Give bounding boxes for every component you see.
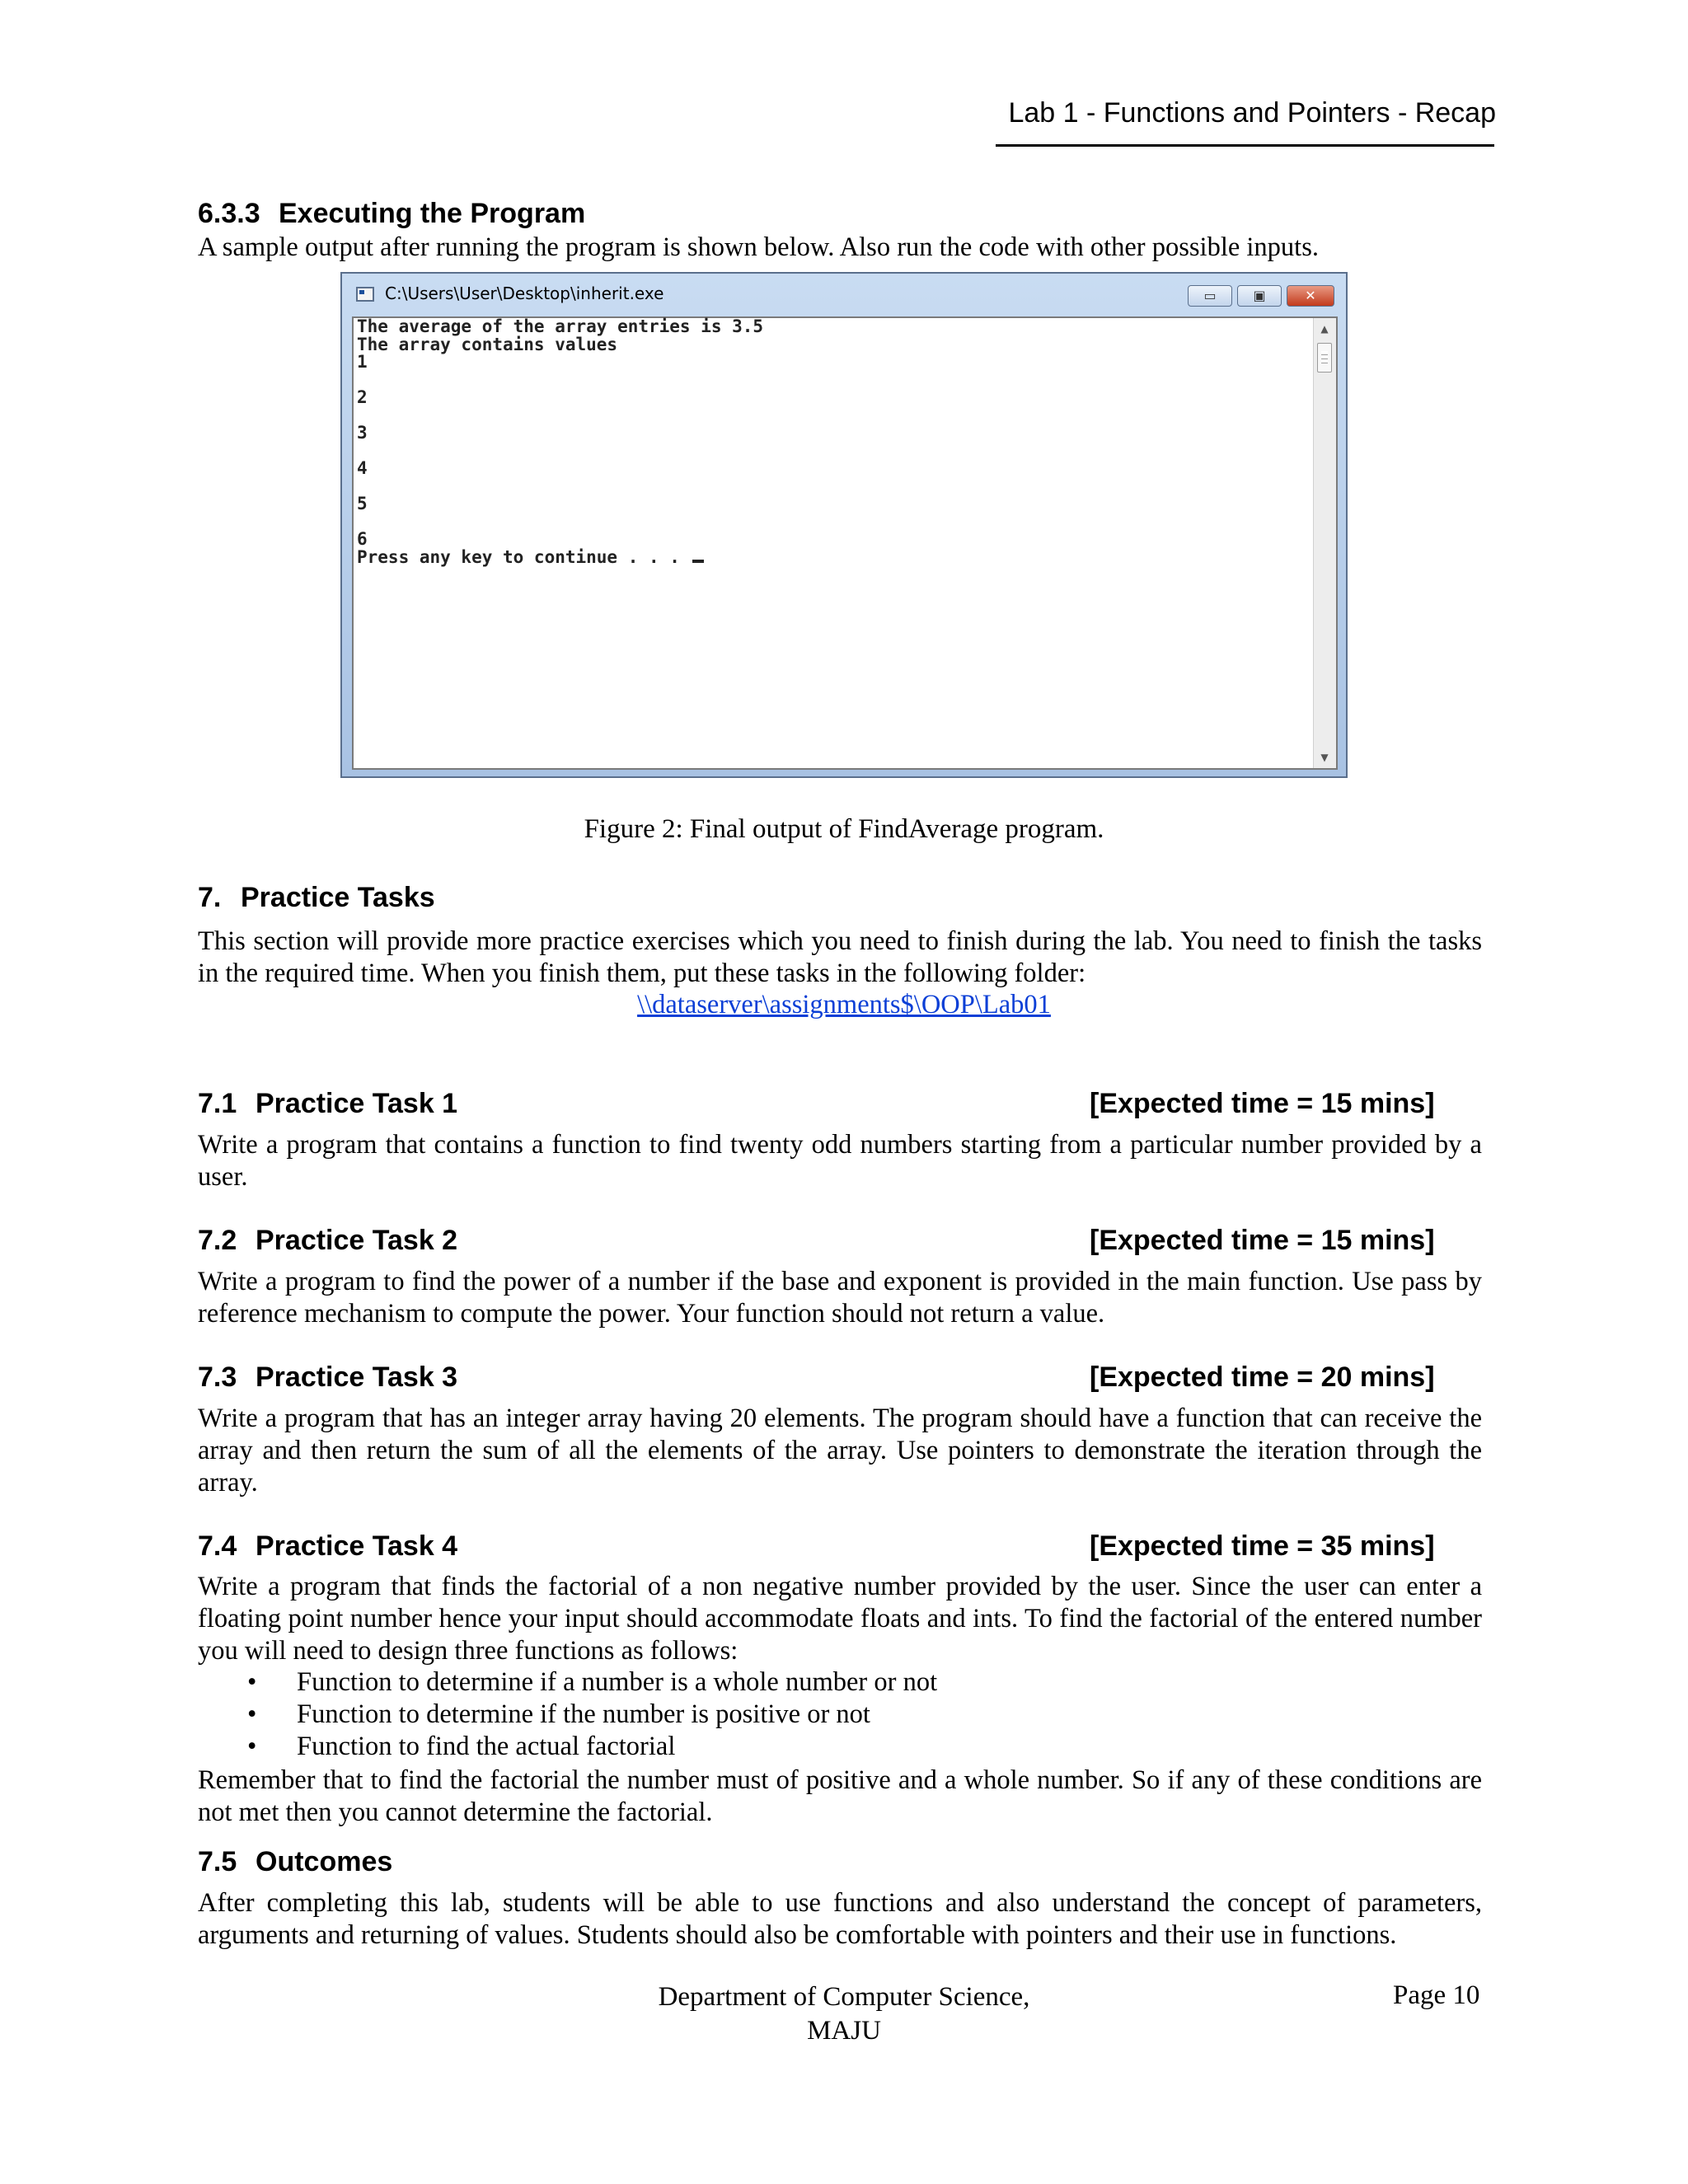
task-expected-time: [Expected time = 15 mins] <box>1090 1225 1435 1256</box>
console-app-icon <box>356 287 374 302</box>
task-heading-7-3 <box>198 1361 457 1394</box>
bullet-icon: • <box>247 1667 257 1697</box>
task-body: Write a program that has an integer array having 20 elements. The program should have a function that can receive the array and then return the sum of all the elements of the array. Use pointers to demonstrate the iteration through the array. <box>198 1404 1482 1497</box>
list-item <box>239 1731 937 1763</box>
task-heading-7-1 <box>198 1088 457 1120</box>
task-number: 7.1 <box>198 1088 237 1119</box>
task-number: 7.3 <box>198 1361 237 1393</box>
task-bullet-list <box>239 1666 937 1763</box>
console-window <box>340 272 1348 778</box>
task-title: Practice Task 1 <box>256 1088 458 1119</box>
section-title: Practice Tasks <box>241 882 435 913</box>
task-title: Practice Task 2 <box>256 1225 458 1256</box>
task-expected-time: [Expected time = 15 mins] <box>1090 1088 1435 1119</box>
task-expected-time: [Expected time = 35 mins] <box>1090 1530 1435 1562</box>
bullet-icon: • <box>247 1732 257 1761</box>
footer-department-line1: Department of Computer Science, <box>658 1982 1030 2012</box>
assignment-folder-link[interactable]: \\dataserver\assignments$\OOP\Lab01 <box>637 990 1051 1019</box>
console-output <box>357 318 763 566</box>
task-heading-7-4 <box>198 1530 457 1563</box>
task-body: Write a program to find the power of a number if the base and exponent is provided in the main function. Use pass by reference mechanism to compute the power. Your function should not return a value. <box>198 1267 1482 1329</box>
header-rule <box>996 144 1494 147</box>
task-heading-7-2 <box>198 1225 457 1257</box>
console-window-title: C:\Users\User\Desktop\inherit.exe <box>385 284 664 303</box>
console-output-text: The average of the array entries is 3.5 The array contains values 1 2 3 4 5 6 Press any key to continue . . . <box>357 316 764 567</box>
close-button[interactable]: ✕ <box>1287 285 1334 307</box>
list-item-text: Function to determine if the number is positive or not <box>297 1699 870 1729</box>
figure-caption: Figure 2: Final output of FindAverage program. <box>584 814 1104 844</box>
section-body-7: This section will provide more practice exercises which you need to finish during the lab. You need to finish the tasks in the required time. When you finish them, put these tasks in the following folder: <box>198 926 1482 988</box>
console-titlebar[interactable] <box>342 274 1346 316</box>
section-heading-6-3-3 <box>198 198 585 230</box>
task-body: Write a program that contains a function to find twenty odd numbers starting from a particular number provided by a user. <box>198 1130 1482 1192</box>
section-title: Executing the Program <box>279 198 586 229</box>
section-number: 7.5 <box>198 1846 237 1877</box>
section-heading-7-5 <box>198 1846 392 1878</box>
section-number: 7. <box>198 882 222 913</box>
task-number: 7.4 <box>198 1530 237 1562</box>
page-number: Page 10 <box>1393 1980 1480 2010</box>
list-item-text: Function to determine if a number is a whole number or not <box>297 1667 938 1697</box>
minimize-button[interactable]: ▭ <box>1188 285 1232 307</box>
task-title: Practice Task 4 <box>256 1530 458 1562</box>
scroll-thumb[interactable] <box>1317 343 1332 373</box>
scroll-down-arrow-icon[interactable]: ▼ <box>1320 752 1329 763</box>
task-closing: Remember that to find the factorial the number must of positive and a whole number. So if any of these conditions are not met then you cannot determine the factorial. <box>198 1765 1482 1827</box>
list-item <box>239 1699 937 1731</box>
scroll-up-arrow-icon[interactable]: ▲ <box>1320 323 1329 335</box>
running-header: Lab 1 - Functions and Pointers - Recap <box>1008 97 1496 129</box>
console-scrollbar[interactable] <box>1313 318 1336 768</box>
console-output-area[interactable] <box>352 316 1338 770</box>
bullet-icon: • <box>247 1699 257 1729</box>
section-heading-7 <box>198 882 435 914</box>
task-body: Write a program that finds the factorial of a non negative number provided by the user. Since the user can enter a floating point number hence your input should accommodate floats and ints. To find the factorial of the entered number you will need to design three functions as follows: <box>198 1572 1482 1666</box>
maximize-button[interactable]: ▣ <box>1237 285 1282 307</box>
section-title: Outcomes <box>256 1846 393 1877</box>
outcomes-body: After completing this lab, students will be able to use functions and also understand the concept of parameters, arguments and returning of values. Students should also be comfortable with pointers and their use in functions. <box>198 1888 1482 1950</box>
task-title: Practice Task 3 <box>256 1361 458 1393</box>
section-body-6-3-3: A sample output after running the program is shown below. Also run the code with other possible inputs. <box>198 232 1319 262</box>
list-item <box>239 1666 937 1699</box>
list-item-text: Function to find the actual factorial <box>297 1732 676 1761</box>
console-cursor <box>692 560 704 563</box>
task-expected-time: [Expected time = 20 mins] <box>1090 1361 1435 1393</box>
task-number: 7.2 <box>198 1225 237 1256</box>
footer-department-line2: MAJU <box>807 2016 881 2046</box>
section-number: 6.3.3 <box>198 198 260 229</box>
